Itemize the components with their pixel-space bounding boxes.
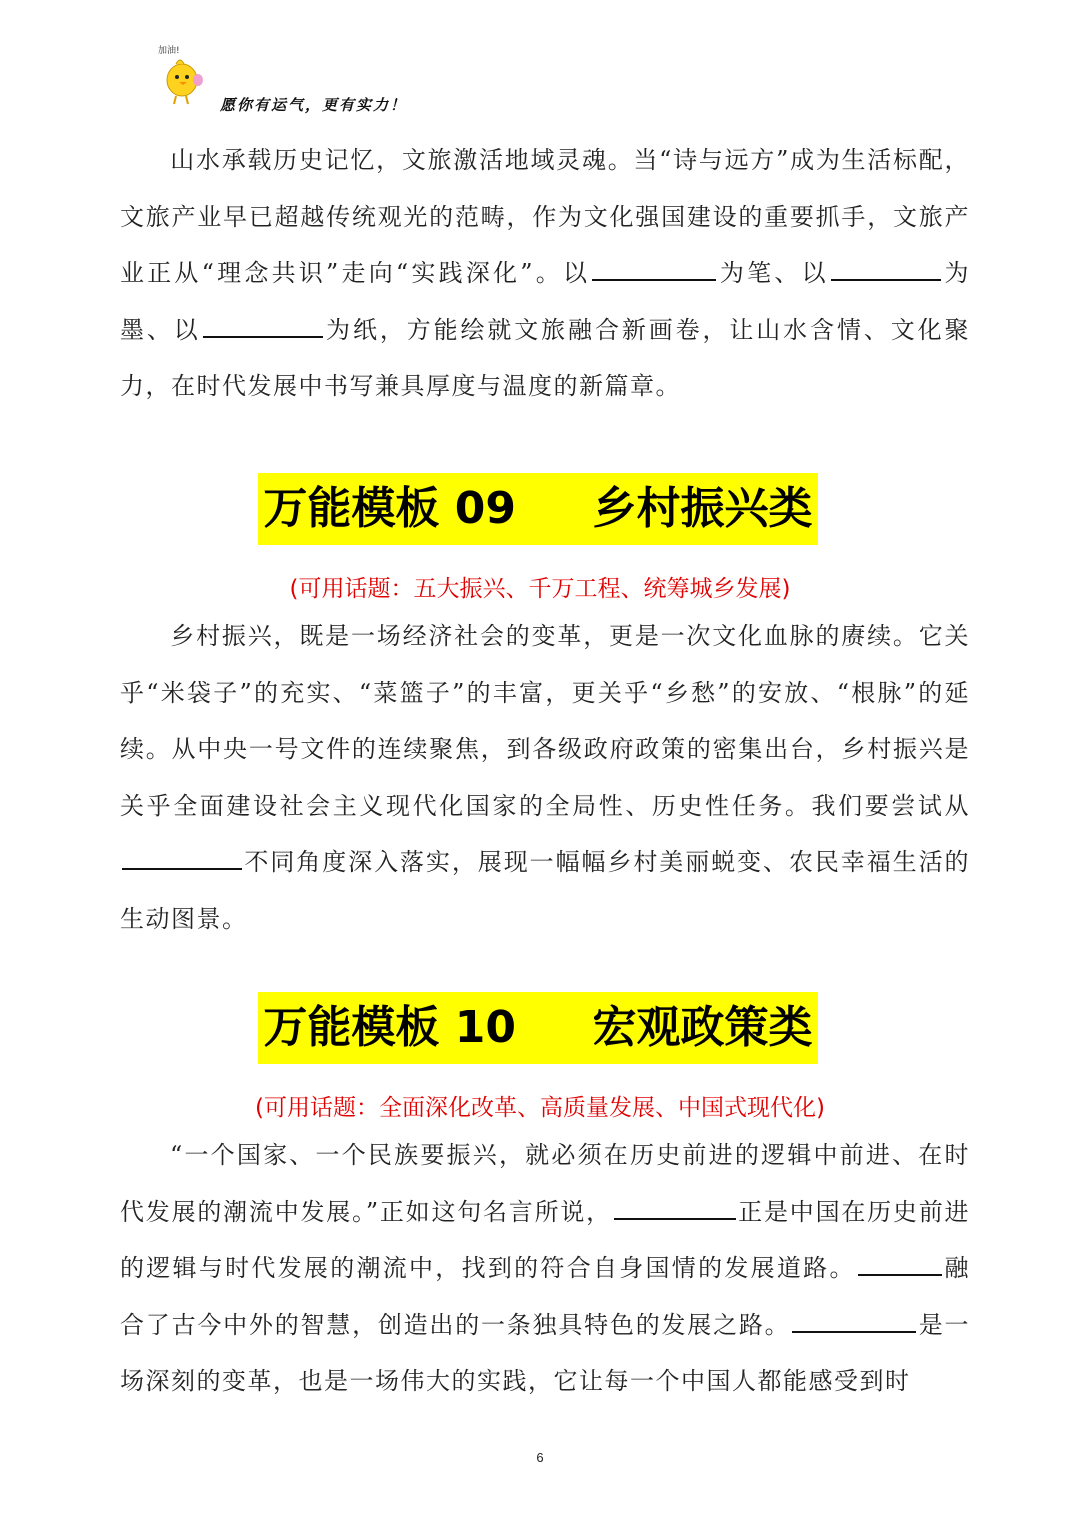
section10-text-c: 融合了古今中外的智慧，创造出的一条独具特色的发展之路。 (120, 1254, 971, 1339)
section10-text-a: “一个国家、一个民族要振兴，就必须在历史前进的逻辑中前进、在时代发展的潮流中发展。”正如这句名言所说， (120, 1141, 970, 1226)
page-number: 6 (536, 1450, 544, 1465)
section10-text-b: 正是中国在历史前进的逻辑与时代发展的潮流中，找到的符合自身国情的发展道路。 (120, 1197, 970, 1282)
section10-topics: (可用话题：全面深化改革、高质量发展、中国式现代化) (255, 1095, 825, 1121)
badge-text: 加油! (158, 46, 180, 56)
section9-text-a: 乡村振兴，既是一场经济社会的变革，更是一次文化血脉的赓续。它关乎“米袋子”的充实、“菜篮子”的丰富，更关乎“乡愁”的安放、“根脉”的延续。从中央一号文件的连续聚焦，到各级政府政策的密集出台，乡村振兴是关乎全面建设社会主义现代化国家的全局性、历史性任务。我们要尝试从 (120, 622, 970, 820)
section8-text-d: 为纸，方能绘就文旅融合新画卷，让山水含情、文化聚力，在时代发展中书写兼具厚度与温度的新篇章。 (120, 315, 971, 400)
fill-in-blank (831, 259, 941, 281)
section10-text-d: 是一场深刻的变革，也是一场伟大的实践，它让每一个中国人都能感受到时 (120, 1310, 971, 1395)
section10-paragraph (120, 1127, 970, 1410)
fill-in-blank (614, 1198, 736, 1220)
section9-paragraph (120, 608, 970, 947)
section8-paragraph (120, 132, 970, 415)
fill-in-blank (122, 848, 242, 870)
fill-in-blank (203, 316, 323, 338)
fill-in-blank (858, 1254, 942, 1276)
fill-in-blank (592, 259, 716, 281)
section8-text-c: 为墨、以 (120, 259, 971, 344)
section9-topics: (可用话题：五大振兴、千万工程、统筹城乡发展) (289, 576, 791, 602)
chick-mascot-icon (158, 42, 218, 106)
section9-text-b: 不同角度深入落实，展现一幅幅乡村美丽蜕变、农民幸福生活的生动图景。 (120, 848, 970, 933)
page-header (158, 42, 458, 122)
motto: 愿你有运气，更有实力！ (220, 96, 408, 114)
section8-text-a: 山水承载历史记忆，文旅激活地域灵魂。当“诗与远方”成为生活标配，文旅产业早已超越传统观光的范畴，作为文化强国建设的重要抓手，文旅产业正从“理念共识”走向“实践深化”。以 (120, 146, 970, 287)
section9-title: 万能模板 09 乡村振兴类 (258, 473, 818, 545)
section8-text-b: 为笔、以 (718, 259, 829, 287)
fill-in-blank (792, 1311, 916, 1333)
section10-title: 万能模板 10 宏观政策类 (258, 992, 818, 1064)
